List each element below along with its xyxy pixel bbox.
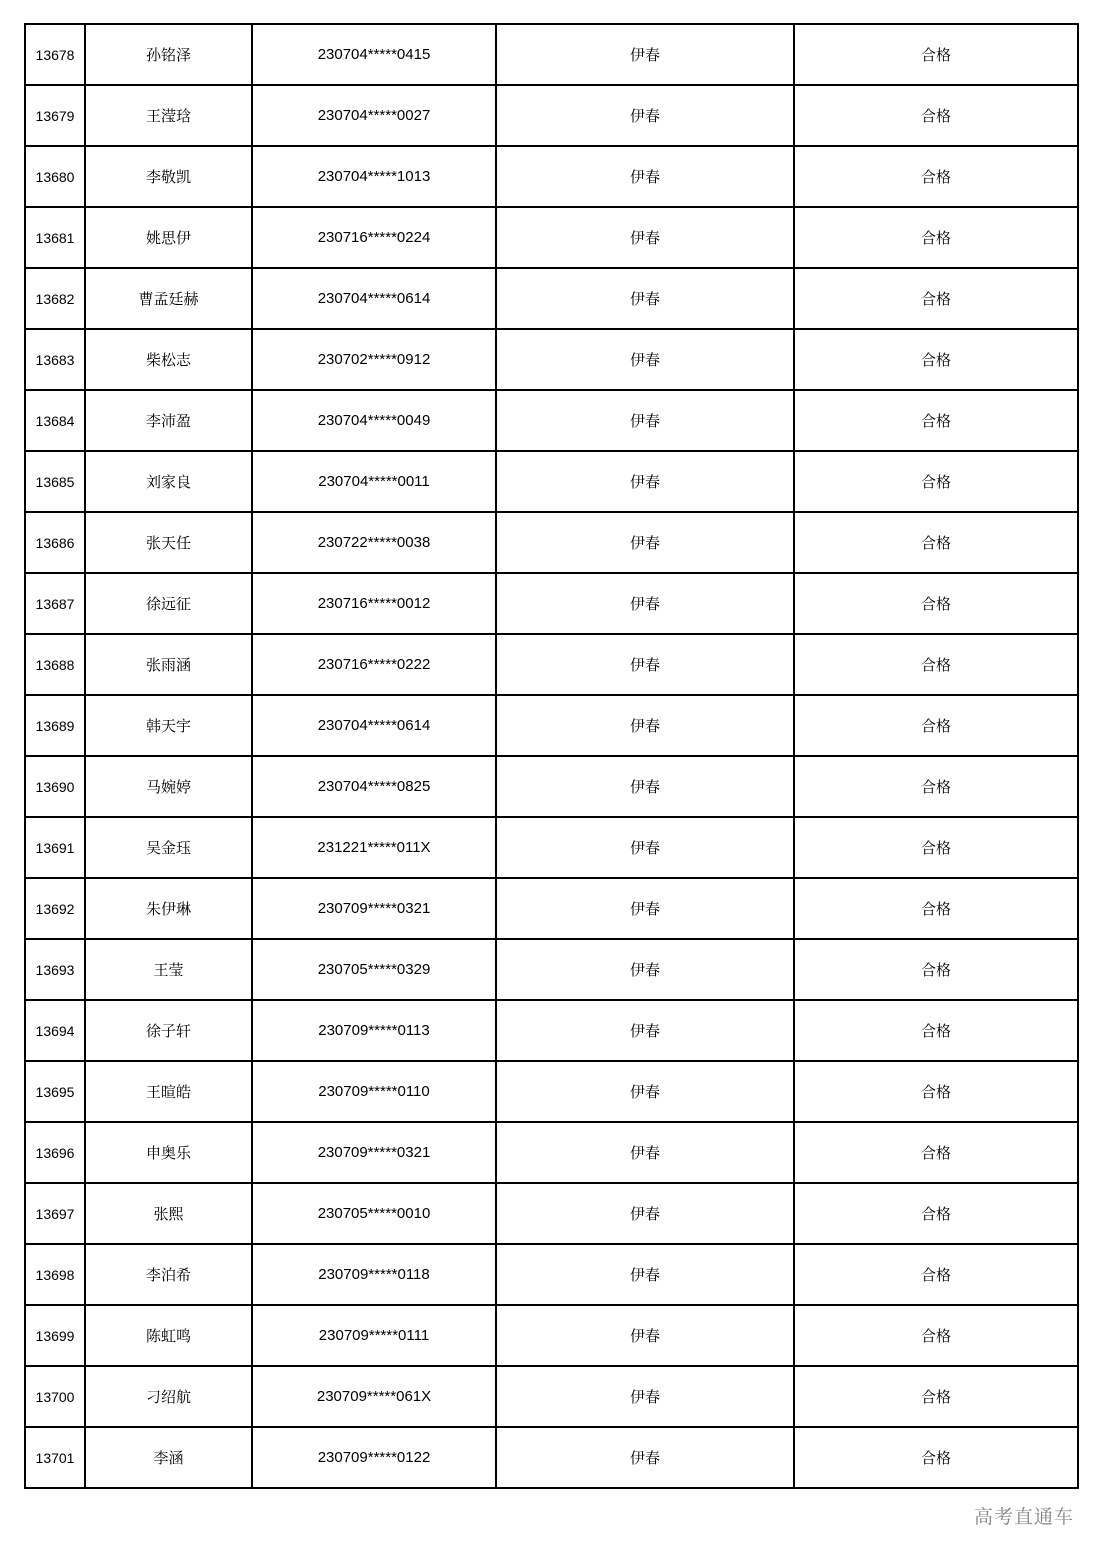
id-number-cell: 230704*****0011 <box>252 451 496 512</box>
candidate-name-cell: 张熙 <box>85 1183 252 1244</box>
region-cell: 伊春 <box>496 939 794 1000</box>
id-number-cell: 230705*****0329 <box>252 939 496 1000</box>
region-cell: 伊春 <box>496 1061 794 1122</box>
id-number-cell: 230716*****0224 <box>252 207 496 268</box>
table-row <box>25 1244 1078 1305</box>
table-row <box>25 573 1078 634</box>
candidate-name-cell: 刁绍航 <box>85 1366 252 1427</box>
region-cell: 伊春 <box>496 512 794 573</box>
region-cell: 伊春 <box>496 1244 794 1305</box>
result-cell: 合格 <box>794 695 1078 756</box>
result-cell: 合格 <box>794 573 1078 634</box>
table-row <box>25 1000 1078 1061</box>
id-number-cell: 230704*****0614 <box>252 268 496 329</box>
region-cell: 伊春 <box>496 634 794 695</box>
serial-number-cell: 13696 <box>25 1122 85 1183</box>
serial-number-cell: 13693 <box>25 939 85 1000</box>
candidate-name-cell: 刘家良 <box>85 451 252 512</box>
table-row <box>25 695 1078 756</box>
serial-number-cell: 13689 <box>25 695 85 756</box>
region-cell: 伊春 <box>496 329 794 390</box>
table-row <box>25 512 1078 573</box>
region-cell: 伊春 <box>496 24 794 85</box>
candidate-name-cell: 王滢琀 <box>85 85 252 146</box>
candidate-name-cell: 姚思伊 <box>85 207 252 268</box>
candidate-name-cell: 李沛盈 <box>85 390 252 451</box>
result-cell: 合格 <box>794 451 1078 512</box>
id-number-cell: 230704*****0825 <box>252 756 496 817</box>
region-cell: 伊春 <box>496 207 794 268</box>
table-row <box>25 1061 1078 1122</box>
table-row <box>25 390 1078 451</box>
candidate-name-cell: 韩天宇 <box>85 695 252 756</box>
result-cell: 合格 <box>794 756 1078 817</box>
id-number-cell: 230709*****0118 <box>252 1244 496 1305</box>
candidate-name-cell: 孙铭泽 <box>85 24 252 85</box>
candidate-name-cell: 张雨涵 <box>85 634 252 695</box>
region-cell: 伊春 <box>496 1183 794 1244</box>
id-number-cell: 230716*****0012 <box>252 573 496 634</box>
candidate-name-cell: 李涵 <box>85 1427 252 1488</box>
region-cell: 伊春 <box>496 1427 794 1488</box>
id-number-cell: 230709*****0321 <box>252 1122 496 1183</box>
table-row <box>25 207 1078 268</box>
result-cell: 合格 <box>794 85 1078 146</box>
region-cell: 伊春 <box>496 451 794 512</box>
candidate-name-cell: 马婉婷 <box>85 756 252 817</box>
serial-number-cell: 13684 <box>25 390 85 451</box>
candidate-name-cell: 吴金珏 <box>85 817 252 878</box>
id-number-cell: 230709*****0111 <box>252 1305 496 1366</box>
serial-number-cell: 13680 <box>25 146 85 207</box>
id-number-cell: 230704*****0027 <box>252 85 496 146</box>
result-cell: 合格 <box>794 1366 1078 1427</box>
watermark: 高考直通车 <box>973 1506 1074 1528</box>
candidate-name-cell: 徐远征 <box>85 573 252 634</box>
id-number-cell: 230702*****0912 <box>252 329 496 390</box>
serial-number-cell: 13701 <box>25 1427 85 1488</box>
serial-number-cell: 13687 <box>25 573 85 634</box>
table-row <box>25 268 1078 329</box>
table-row <box>25 85 1078 146</box>
serial-number-cell: 13692 <box>25 878 85 939</box>
table-row <box>25 1122 1078 1183</box>
table-row <box>25 817 1078 878</box>
table-row <box>25 634 1078 695</box>
result-cell: 合格 <box>794 24 1078 85</box>
serial-number-cell: 13685 <box>25 451 85 512</box>
serial-number-cell: 13679 <box>25 85 85 146</box>
region-cell: 伊春 <box>496 1122 794 1183</box>
region-cell: 伊春 <box>496 390 794 451</box>
region-cell: 伊春 <box>496 1305 794 1366</box>
id-number-cell: 230704*****1013 <box>252 146 496 207</box>
table-row <box>25 1305 1078 1366</box>
serial-number-cell: 13695 <box>25 1061 85 1122</box>
table-row <box>25 1427 1078 1488</box>
region-cell: 伊春 <box>496 1366 794 1427</box>
region-cell: 伊春 <box>496 573 794 634</box>
serial-number-cell: 13699 <box>25 1305 85 1366</box>
candidate-name-cell: 朱伊琳 <box>85 878 252 939</box>
table-row <box>25 146 1078 207</box>
candidate-name-cell: 陈虹鸣 <box>85 1305 252 1366</box>
region-cell: 伊春 <box>496 1000 794 1061</box>
result-cell: 合格 <box>794 939 1078 1000</box>
serial-number-cell: 13682 <box>25 268 85 329</box>
table-row <box>25 878 1078 939</box>
result-cell: 合格 <box>794 390 1078 451</box>
result-cell: 合格 <box>794 207 1078 268</box>
region-cell: 伊春 <box>496 695 794 756</box>
table-row <box>25 1366 1078 1427</box>
result-cell: 合格 <box>794 634 1078 695</box>
id-number-cell: 230704*****0049 <box>252 390 496 451</box>
table-row <box>25 1183 1078 1244</box>
candidate-name-cell: 李敬凯 <box>85 146 252 207</box>
serial-number-cell: 13683 <box>25 329 85 390</box>
result-cell: 合格 <box>794 1000 1078 1061</box>
candidate-name-cell: 申奥乐 <box>85 1122 252 1183</box>
id-number-cell: 230716*****0222 <box>252 634 496 695</box>
roster-table <box>24 23 1079 1489</box>
region-cell: 伊春 <box>496 85 794 146</box>
serial-number-cell: 13697 <box>25 1183 85 1244</box>
id-number-cell: 230709*****0110 <box>252 1061 496 1122</box>
result-cell: 合格 <box>794 268 1078 329</box>
table-row <box>25 451 1078 512</box>
candidate-name-cell: 张天任 <box>85 512 252 573</box>
candidate-name-cell: 曹孟廷赫 <box>85 268 252 329</box>
result-cell: 合格 <box>794 1122 1078 1183</box>
id-number-cell: 230709*****0122 <box>252 1427 496 1488</box>
id-number-cell: 231221*****011X <box>252 817 496 878</box>
table-row <box>25 939 1078 1000</box>
result-cell: 合格 <box>794 1061 1078 1122</box>
table-row <box>25 756 1078 817</box>
result-cell: 合格 <box>794 817 1078 878</box>
region-cell: 伊春 <box>496 878 794 939</box>
result-cell: 合格 <box>794 1183 1078 1244</box>
result-cell: 合格 <box>794 512 1078 573</box>
id-number-cell: 230704*****0415 <box>252 24 496 85</box>
serial-number-cell: 13694 <box>25 1000 85 1061</box>
candidate-name-cell: 柴松志 <box>85 329 252 390</box>
serial-number-cell: 13686 <box>25 512 85 573</box>
id-number-cell: 230705*****0010 <box>252 1183 496 1244</box>
result-cell: 合格 <box>794 146 1078 207</box>
region-cell: 伊春 <box>496 756 794 817</box>
serial-number-cell: 13698 <box>25 1244 85 1305</box>
serial-number-cell: 13691 <box>25 817 85 878</box>
candidate-name-cell: 王莹 <box>85 939 252 1000</box>
region-cell: 伊春 <box>496 817 794 878</box>
id-number-cell: 230704*****0614 <box>252 695 496 756</box>
roster-table-body <box>25 24 1078 1488</box>
candidate-name-cell: 李泊希 <box>85 1244 252 1305</box>
table-row <box>25 329 1078 390</box>
serial-number-cell: 13678 <box>25 24 85 85</box>
result-cell: 合格 <box>794 1427 1078 1488</box>
region-cell: 伊春 <box>496 268 794 329</box>
id-number-cell: 230709*****0113 <box>252 1000 496 1061</box>
id-number-cell: 230709*****0321 <box>252 878 496 939</box>
region-cell: 伊春 <box>496 146 794 207</box>
result-cell: 合格 <box>794 1244 1078 1305</box>
id-number-cell: 230709*****061X <box>252 1366 496 1427</box>
result-cell: 合格 <box>794 329 1078 390</box>
serial-number-cell: 13688 <box>25 634 85 695</box>
result-cell: 合格 <box>794 1305 1078 1366</box>
table-row <box>25 24 1078 85</box>
serial-number-cell: 13690 <box>25 756 85 817</box>
serial-number-cell: 13700 <box>25 1366 85 1427</box>
candidate-name-cell: 王暄皓 <box>85 1061 252 1122</box>
candidate-name-cell: 徐子轩 <box>85 1000 252 1061</box>
result-cell: 合格 <box>794 878 1078 939</box>
serial-number-cell: 13681 <box>25 207 85 268</box>
id-number-cell: 230722*****0038 <box>252 512 496 573</box>
